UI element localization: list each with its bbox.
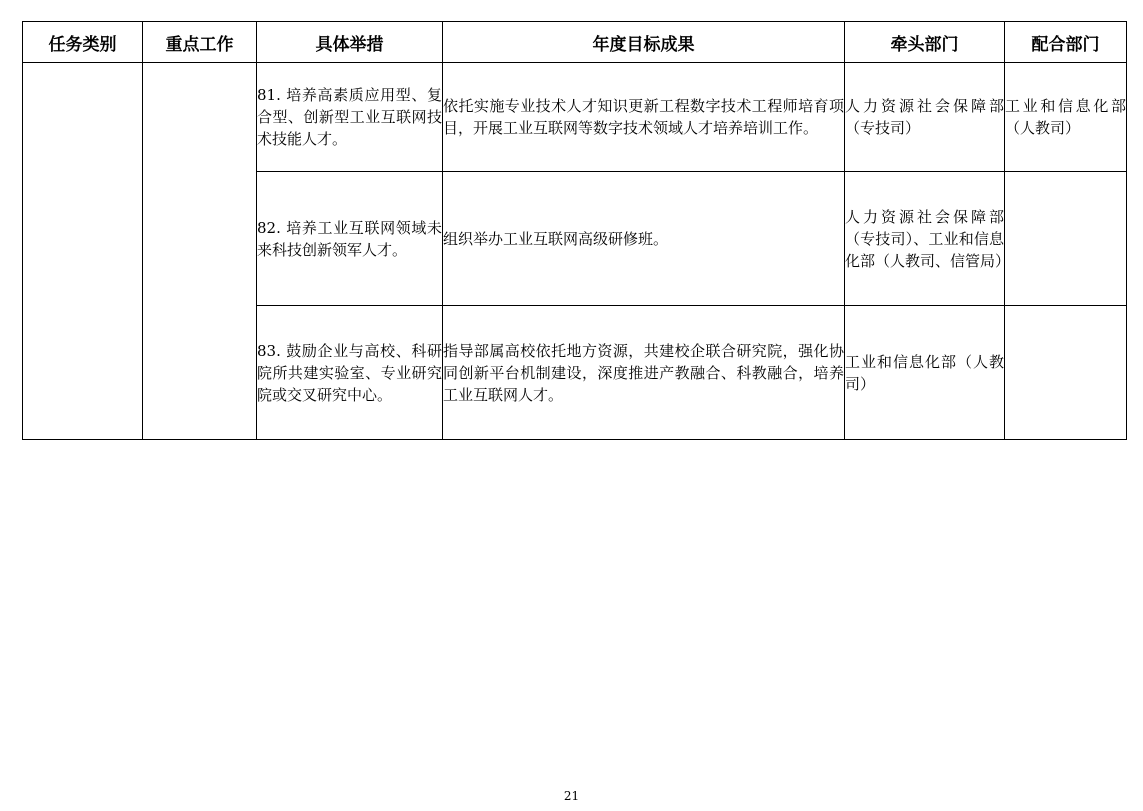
target-text: 指导部属高校依托地方资源，共建校企联合研究院，强化协同创新平台机制建设，深度推进产教融合、科教融合，培养工业互联网人才。: [443, 341, 844, 404]
cooperating-department-cell: [1005, 172, 1127, 306]
page-number: 21: [563, 789, 580, 803]
task-category-cell: [23, 63, 143, 440]
header-task-category: 任务类别: [23, 22, 143, 63]
lead-department-cell: [845, 63, 1005, 172]
target-cell: [443, 172, 845, 306]
task-table: [22, 21, 1127, 440]
header-key-work: 重点工作: [143, 22, 257, 63]
header-specific-measures: 具体举措: [257, 22, 443, 63]
lead-department-cell: [845, 172, 1011, 306]
measure-cell: [257, 63, 443, 172]
cooperating-department-text: 工业和信息化部（人教司）: [1005, 97, 1126, 137]
target-cell: [443, 63, 845, 172]
header-lead-department: 牵头部门: [845, 22, 1005, 63]
measure-text: 83. 鼓励企业与高校、科研院所共建实验室、专业研究院或交叉研究中心。: [257, 341, 442, 404]
lead-department-text: 人力资源社会保障部（专技司）: [845, 97, 1004, 137]
measure-text: 81. 培养高素质应用型、复合型、创新型工业互联网技术技能人才。: [257, 86, 442, 148]
lead-department-text: 工业和信息化部（人教司）: [845, 352, 1004, 393]
measure-cell: [257, 172, 443, 306]
header-cooperating-department: 配合部门: [1005, 22, 1127, 63]
target-cell: [443, 306, 845, 440]
header-annual-target: 年度目标成果: [443, 22, 845, 63]
table-header-row: [23, 22, 1127, 63]
target-text: 组织举办工业互联网高级研修班。: [443, 229, 669, 248]
key-work-cell: [143, 63, 257, 440]
cooperating-department-cell: [1005, 63, 1127, 172]
measure-text: 82. 培养工业互联网领域未来科技创新领军人才。: [257, 218, 442, 259]
lead-department-cell: [845, 306, 1005, 440]
cooperating-department-cell: [1005, 306, 1127, 440]
lead-department-text: 人力资源社会保障部（专技司）、工业和信息化部（人教司、信管局）: [845, 207, 1011, 270]
measure-cell: [257, 306, 443, 440]
table-row: [23, 63, 1127, 172]
target-text: 依托实施专业技术人才知识更新工程数字技术工程师培育项目，开展工业互联网等数字技术领域人才培养培训工作。: [443, 97, 844, 137]
